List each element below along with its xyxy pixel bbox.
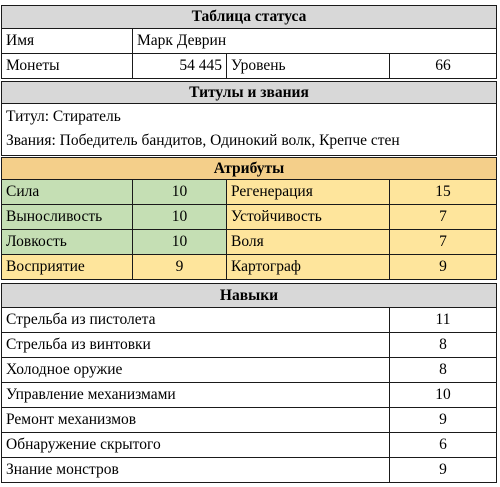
skill-row xyxy=(1,408,497,433)
skill-value: 6 xyxy=(390,433,497,458)
skill-name: Обнаружение скрытого xyxy=(1,433,390,458)
attribute-name: Восприятие xyxy=(1,255,133,280)
attribute-value: 9 xyxy=(390,255,497,280)
titles-block xyxy=(1,104,497,156)
level-value: 66 xyxy=(390,54,497,79)
skill-value: 10 xyxy=(390,383,497,408)
skill-row xyxy=(1,458,497,483)
attribute-name: Устойчивость xyxy=(227,205,390,230)
attribute-name: Картограф xyxy=(227,255,390,280)
attribute-name: Ловкость xyxy=(1,230,133,255)
title-line: Титул: Стиратель xyxy=(6,108,121,125)
skill-value: 11 xyxy=(390,308,497,333)
skill-row xyxy=(1,333,497,358)
skill-value: 8 xyxy=(390,333,497,358)
skill-name: Знание монстров xyxy=(1,458,390,483)
attribute-value: 9 xyxy=(133,255,227,280)
attribute-value: 7 xyxy=(390,230,497,255)
ranks-line: Звания: Победитель бандитов, Одинокий волк, Крепче стен xyxy=(6,132,400,149)
attribute-name: Воля xyxy=(227,230,390,255)
attribute-value: 10 xyxy=(133,230,227,255)
skill-row xyxy=(1,383,497,408)
coins-label: Монеты xyxy=(1,54,133,79)
titles-header: Титулы и звания xyxy=(1,81,497,104)
skills-header: Навыки xyxy=(1,283,497,308)
attribute-row xyxy=(1,255,497,280)
skill-row xyxy=(1,308,497,333)
attributes-header: Атрибуты xyxy=(1,157,497,180)
skill-name: Стрельба из пистолета xyxy=(1,308,390,333)
attribute-name: Сила xyxy=(1,180,133,205)
attribute-value: 15 xyxy=(390,180,497,205)
attribute-row xyxy=(1,180,497,205)
attribute-row xyxy=(1,205,497,230)
skill-value: 9 xyxy=(390,458,497,483)
name-value: Марк Деврин xyxy=(133,29,497,54)
skill-name: Стрельба из винтовки xyxy=(1,333,390,358)
skill-name: Ремонт механизмов xyxy=(1,408,390,433)
skill-row xyxy=(1,358,497,383)
skill-value: 8 xyxy=(390,358,497,383)
coins-level-row xyxy=(1,54,497,79)
attribute-value: 7 xyxy=(390,205,497,230)
name-row xyxy=(1,29,497,54)
attribute-value: 10 xyxy=(133,205,227,230)
skill-row xyxy=(1,433,497,458)
skill-value: 9 xyxy=(390,408,497,433)
coins-value: 54 445 xyxy=(133,54,227,79)
skill-name: Управление механизмами xyxy=(1,383,390,408)
attribute-value: 10 xyxy=(133,180,227,205)
attribute-name: Выносливость xyxy=(1,205,133,230)
name-label: Имя xyxy=(1,29,133,54)
status-table-header: Таблица статуса xyxy=(1,5,497,29)
attribute-row xyxy=(1,230,497,255)
level-label: Уровень xyxy=(227,54,390,79)
skill-name: Холодное оружие xyxy=(1,358,390,383)
attribute-name: Регенерация xyxy=(227,180,390,205)
